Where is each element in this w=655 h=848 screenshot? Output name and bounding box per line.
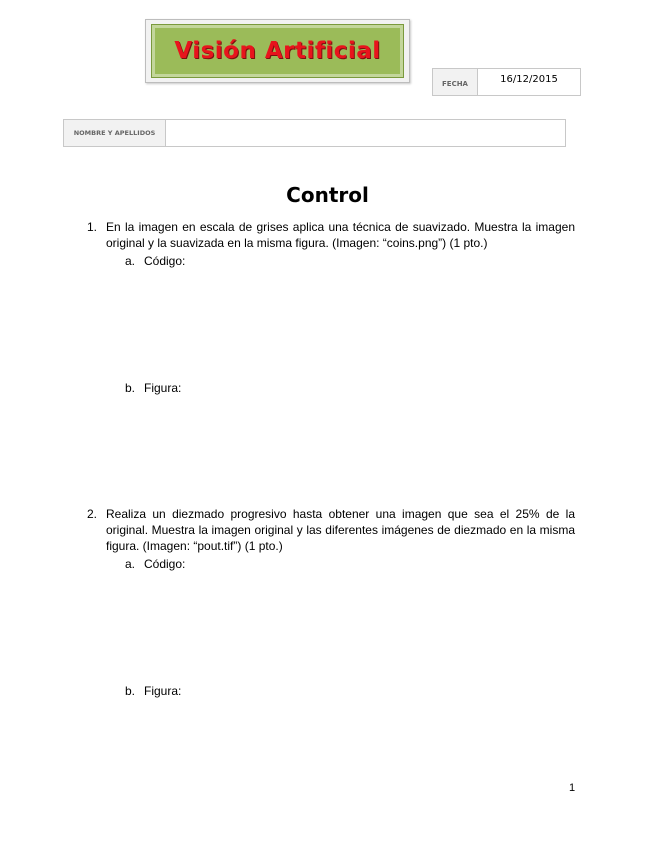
question-text: En la imagen en escala de grises aplica una técnica de suavizado. Muestra la imagen original y la suavizada en la misma figura. (Imagen: “coins.png”) (1 pto.) [106, 220, 575, 250]
question-2-item-b [125, 683, 181, 699]
item-letter: a. [125, 254, 136, 268]
question-2 [87, 506, 575, 554]
item-label: Figura: [144, 381, 182, 395]
name-field [63, 119, 566, 147]
name-value [166, 120, 565, 146]
question-1-item-a [125, 253, 185, 269]
date-label: FECHA [433, 69, 478, 95]
page-number: 1 [569, 782, 576, 794]
page-title: Control [286, 183, 369, 207]
logo-banner [145, 19, 410, 83]
item-label: Figura: [144, 684, 182, 698]
question-number: 2. [87, 507, 98, 521]
item-label: Código: [144, 557, 186, 571]
date-value: 16/12/2015 [500, 74, 558, 85]
question-1-item-b [125, 380, 181, 396]
item-letter: b. [125, 381, 136, 395]
logo-panel [152, 25, 403, 77]
question-2-item-a [125, 556, 185, 572]
logo-title: Visión Artificial [174, 38, 381, 64]
name-label: NOMBRE Y APELLIDOS [64, 120, 166, 146]
question-1 [87, 219, 575, 251]
date-field [432, 68, 581, 96]
question-number: 1. [87, 220, 98, 234]
item-label: Código: [144, 254, 186, 268]
question-text: Realiza un diezmado progresivo hasta obtener una imagen que sea el 25% de la original. Muestra la imagen original y las diferentes imágenes de diezmado en la misma figura. (Imagen: “pout.tif”) (1 pto.) [106, 507, 575, 553]
item-letter: a. [125, 557, 136, 571]
item-letter: b. [125, 684, 136, 698]
